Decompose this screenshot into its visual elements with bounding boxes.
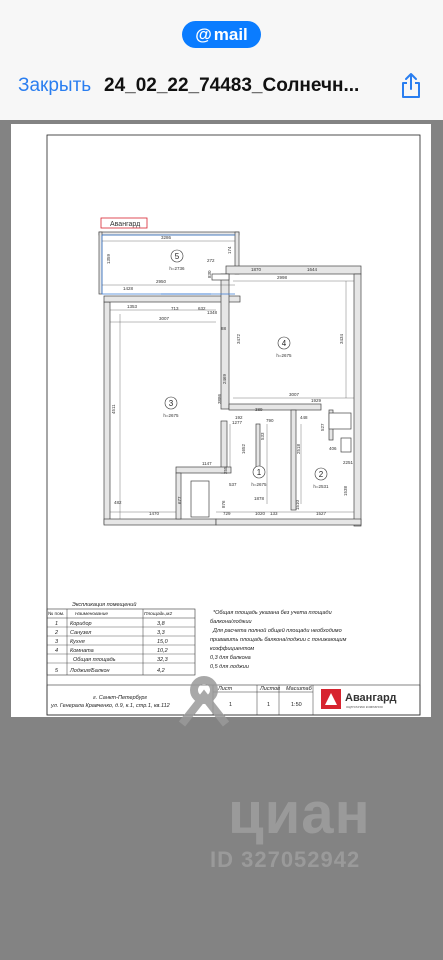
- svg-text:482: 482: [114, 500, 122, 505]
- svg-text:4,2: 4,2: [157, 668, 165, 674]
- svg-text:1652: 1652: [241, 443, 246, 454]
- svg-text:4: 4: [55, 648, 59, 654]
- svg-text:балкона/лоджии: балкона/лоджии: [210, 619, 252, 625]
- svg-text:0,3 для балкона: 0,3 для балкона: [210, 655, 251, 661]
- svg-text:г. Санкт-Петербург: г. Санкт-Петербург: [93, 695, 148, 701]
- svg-text:729: 729: [223, 511, 231, 516]
- svg-text:2: 2: [55, 630, 59, 636]
- brand-tag: Авангард: [110, 221, 141, 228]
- svg-text:527: 527: [320, 423, 325, 431]
- svg-text:Комната: Комната: [70, 648, 94, 654]
- svg-text:88: 88: [221, 326, 227, 331]
- svg-text:32,3: 32,3: [157, 657, 168, 663]
- svg-text:2950: 2950: [156, 279, 167, 284]
- svg-text:h=2531: h=2531: [313, 484, 329, 489]
- mail-button[interactable]: [182, 21, 261, 48]
- svg-text:1878: 1878: [254, 496, 265, 501]
- share-icon[interactable]: [399, 72, 423, 100]
- svg-text:Экспликация помещений: Экспликация помещений: [72, 602, 137, 608]
- floor-plan: [11, 124, 431, 717]
- svg-text:3: 3: [55, 639, 59, 645]
- svg-text:15,0: 15,0: [157, 639, 168, 645]
- svg-text:Коридор: Коридор: [70, 621, 92, 627]
- svg-text:2998: 2998: [277, 275, 288, 280]
- svg-text:Лоджия/Балкон: Лоджия/Балкон: [70, 668, 110, 674]
- svg-text:5: 5: [55, 668, 59, 674]
- svg-text:ул. Генерала Кравченко, д.9, к: ул. Генерала Кравченко, д.9, к.1, стр.1, кв.112: [51, 703, 170, 709]
- svg-text:677: 677: [177, 496, 182, 504]
- svg-text:3886: 3886: [217, 393, 222, 404]
- svg-text:1020: 1020: [255, 511, 266, 516]
- svg-text:1348: 1348: [207, 310, 218, 315]
- svg-text:830: 830: [207, 270, 212, 278]
- svg-text:1870: 1870: [251, 267, 262, 272]
- svg-text:3007: 3007: [289, 392, 300, 397]
- svg-text:0,5 для лоджии: 0,5 для лоджии: [210, 664, 249, 670]
- svg-text:1359: 1359: [106, 253, 111, 264]
- svg-text:Для расчета полной общей площа: Для расчета полной общей площади необходимо: [213, 628, 342, 634]
- svg-text:Листов: Листов: [260, 686, 281, 692]
- svg-text:1428: 1428: [123, 286, 134, 291]
- svg-text:1: 1: [267, 702, 271, 708]
- svg-text:537: 537: [229, 482, 237, 487]
- svg-text:h=2675: h=2675: [163, 413, 179, 418]
- mail-label: mail: [213, 24, 248, 44]
- svg-text:h=2675: h=2675: [276, 353, 292, 358]
- svg-text:Санузел: Санузел: [70, 630, 92, 636]
- svg-text:174: 174: [227, 246, 232, 254]
- svg-text:389: 389: [255, 407, 263, 412]
- svg-text:533: 533: [260, 432, 265, 440]
- svg-text:876: 876: [221, 500, 226, 508]
- document-viewer[interactable]: [0, 120, 443, 960]
- svg-text:790: 790: [266, 418, 274, 423]
- svg-text:1353: 1353: [127, 304, 138, 309]
- document-title: 24_02_22_74483_Солнечн...: [104, 75, 360, 96]
- svg-text:192: 192: [235, 415, 243, 420]
- svg-text:Масштаб: Масштаб: [286, 686, 312, 692]
- svg-text:272: 272: [207, 258, 215, 263]
- svg-text:406: 406: [329, 446, 337, 451]
- svg-text:Общая площадь: Общая площадь: [73, 657, 116, 663]
- svg-text:коэффициентом: коэффициентом: [210, 646, 255, 652]
- svg-text:632: 632: [198, 306, 206, 311]
- svg-text:1470: 1470: [149, 511, 160, 516]
- top-bar: [0, 0, 443, 120]
- svg-text:1: 1: [256, 468, 262, 477]
- svg-text:2469: 2469: [222, 373, 227, 384]
- svg-text:№ пом.: № пом.: [48, 612, 65, 617]
- svg-text:1277: 1277: [232, 420, 243, 425]
- svg-text:255: 255: [223, 466, 228, 474]
- pdf-page: [11, 124, 431, 717]
- svg-text:713: 713: [171, 306, 179, 311]
- svg-text:Площадь,м2: Площадь,м2: [144, 612, 173, 617]
- svg-text:оценочная компания: оценочная компания: [346, 705, 383, 709]
- svg-text:2: 2: [318, 470, 324, 479]
- svg-text:1929: 1929: [311, 398, 322, 403]
- svg-text:3007: 3007: [159, 316, 170, 321]
- svg-text:h=2736: h=2736: [169, 266, 185, 271]
- svg-text:3286: 3286: [161, 235, 172, 240]
- svg-text:4511: 4511: [111, 404, 116, 414]
- at-icon: @: [195, 24, 212, 44]
- svg-text:1644: 1644: [307, 267, 318, 272]
- close-button[interactable]: Закрыть: [18, 75, 92, 96]
- svg-text:4: 4: [281, 339, 287, 348]
- svg-text:2251: 2251: [343, 460, 354, 465]
- svg-text:3472: 3472: [236, 333, 241, 344]
- svg-text:1:50: 1:50: [291, 702, 302, 708]
- svg-text:*Общая площадь указана без уче: *Общая площадь указана без учета площади: [213, 610, 332, 616]
- svg-text:3,8: 3,8: [157, 621, 165, 627]
- svg-text:3: 3: [168, 399, 174, 408]
- svg-text:1538: 1538: [343, 485, 348, 496]
- svg-text:5: 5: [174, 252, 180, 261]
- svg-text:1: 1: [55, 621, 59, 627]
- svg-text:h=2675: h=2675: [251, 482, 267, 487]
- svg-text:1: 1: [229, 702, 233, 708]
- svg-text:2518: 2518: [296, 443, 301, 454]
- cian-watermark-icon: [0, 652, 443, 782]
- svg-text:1147: 1147: [202, 461, 212, 466]
- svg-text:1527: 1527: [316, 511, 327, 516]
- svg-text:Лист: Лист: [218, 686, 233, 692]
- svg-text:Наименование: Наименование: [75, 612, 109, 617]
- svg-text:3,3: 3,3: [157, 630, 165, 636]
- svg-text:10,2: 10,2: [157, 648, 168, 654]
- svg-text:133: 133: [270, 511, 278, 516]
- svg-text:1510: 1510: [295, 499, 300, 510]
- svg-text:3434: 3434: [339, 333, 344, 344]
- watermark-logo: циан: [228, 781, 371, 846]
- room-labels: [163, 250, 329, 489]
- watermark-id: ID 327052942: [210, 847, 361, 872]
- svg-text:привавить площадь балкона/лодж: привавить площадь балкона/лоджии с понижающим: [210, 637, 347, 643]
- svg-text:Авангард: Авангард: [345, 692, 397, 704]
- svg-text:Кухня: Кухня: [70, 639, 85, 645]
- svg-text:448: 448: [300, 415, 308, 420]
